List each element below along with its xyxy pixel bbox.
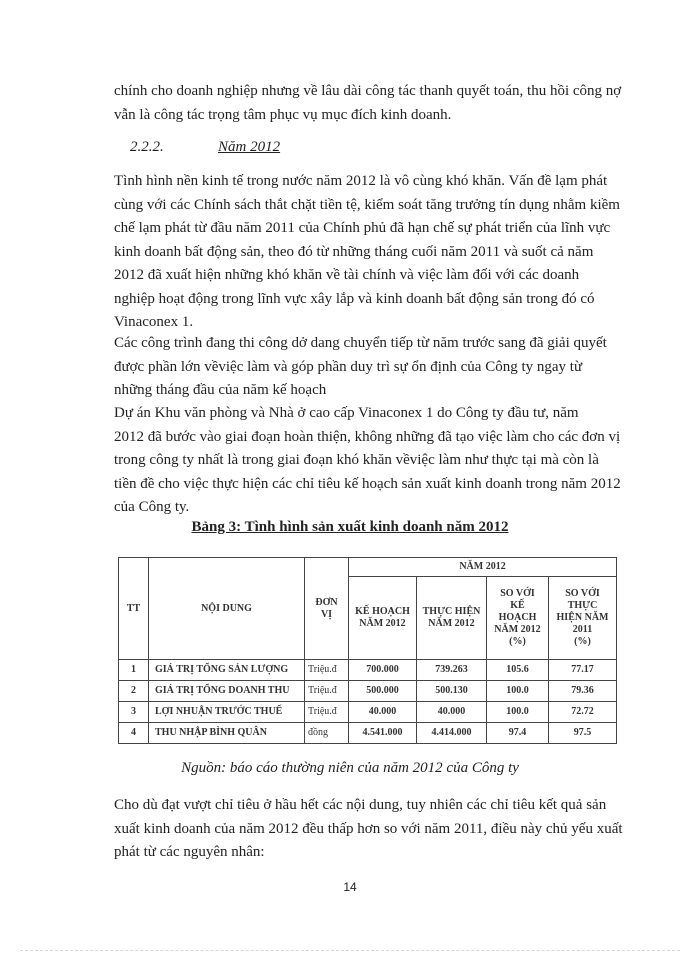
text-line: 2012 đã xuất hiện những khó khăn về tài chính và việc làm đối với các doanh	[114, 267, 580, 283]
cell-actual: 739.263	[417, 660, 487, 681]
table-source: Nguồn: báo cáo thường niên của năm 2012 của Công ty	[181, 760, 519, 776]
text-line: Dự án Khu văn phòng và Nhà ở cao cấp Vinaconex 1 do Công ty đầu tư, năm	[114, 405, 579, 421]
header-line: (%)	[574, 636, 591, 647]
cell-vs-plan: 100.0	[487, 681, 549, 702]
table-row	[119, 702, 617, 723]
cell-actual: 40.000	[417, 702, 487, 723]
header-line: NĂM 2012	[494, 624, 541, 635]
cell-unit: Triệu.đ	[305, 702, 349, 723]
cell-content: GIÁ TRỊ TỔNG SẢN LƯỢNG	[149, 660, 305, 681]
cell-actual: 4.414.000	[417, 723, 487, 744]
text-line: 2012 đã bước vào giai đoạn hoàn thiện, không những đã tạo việc làm cho các đơn vị	[114, 428, 621, 445]
header-actual	[417, 577, 487, 660]
header-unit	[305, 558, 349, 660]
text-line: những tháng đầu của năm kế hoạch	[114, 382, 327, 398]
header-line: SO VỚI	[565, 588, 600, 599]
cell-vs-plan: 105.6	[487, 660, 549, 681]
text-line: Vinaconex 1.	[114, 314, 194, 330]
section-title: Năm 2012	[218, 139, 281, 155]
header-unit-line: VỊ	[320, 608, 333, 620]
text-line: trong công ty nhất là trong giai đoạn khó khăn vềviệc làm như thực tại mà còn là	[114, 452, 599, 468]
cell-tt: 4	[119, 723, 149, 744]
header-line: THỰC HIỆN	[422, 606, 481, 617]
table-row	[119, 660, 617, 681]
header-plan	[349, 577, 417, 660]
header-line: (%)	[509, 636, 526, 647]
paragraph-1	[114, 170, 626, 335]
text-line: của Công ty.	[114, 499, 190, 515]
table-caption: Bảng 3: Tình hình sản xuất kinh doanh năm 2012	[191, 519, 509, 535]
cell-vs-plan: 97.4	[487, 723, 549, 744]
text-line: Cho dù đạt vượt chỉ tiêu ở hầu hết các nội dung, tuy nhiên các chỉ tiêu kết quả sản	[114, 797, 607, 813]
cell-content: GIÁ TRỊ TỔNG DOANH THU	[149, 681, 305, 702]
cell-unit: đồng	[305, 723, 349, 744]
cell-vs-2011: 72.72	[549, 702, 617, 723]
cell-plan: 500.000	[349, 681, 417, 702]
text-line: chế lạm phát từ đầu năm 2011 của Chính phủ đã hạn chế sự phát triển của lĩnh vực	[114, 220, 611, 236]
page-bottom-rule	[20, 950, 680, 951]
cell-unit: Triệu.đ	[305, 660, 349, 681]
cell-vs-2011: 97.5	[549, 723, 617, 744]
cell-unit: Triệu.đ	[305, 681, 349, 702]
header-content: NỘI DUNG	[149, 558, 305, 660]
cell-tt: 1	[119, 660, 149, 681]
header-line: SO VỚI	[500, 588, 535, 599]
text-line: chính cho doanh nghiệp nhưng về lâu dài công tác thanh quyết toán, thu hồi công nợ	[114, 83, 622, 99]
text-line: cùng với các Chính sách thắt chặt tiền tệ, kiểm soát tăng trưởng tín dụng nhằm kiềm	[114, 196, 620, 213]
text-line: Tình hình nền kinh tế trong nước năm 2012 là vô cùng khó khăn. Vấn đề lạm phát	[114, 173, 608, 189]
cell-tt: 2	[119, 681, 149, 702]
header-line: KẾ HOẠCH	[355, 606, 410, 617]
paragraph-4	[114, 794, 626, 865]
text-line: phát từ các nguyên nhân:	[114, 844, 265, 860]
paragraph-3	[114, 402, 626, 520]
section-heading	[130, 139, 280, 156]
paragraph-2	[114, 332, 626, 403]
text-line: kinh doanh bất động sản, theo đó từ những tháng cuối năm 2011 và suốt cả năm	[114, 243, 594, 260]
table-header-row	[119, 558, 617, 577]
cell-plan: 4.541.000	[349, 723, 417, 744]
cell-vs-plan: 100.0	[487, 702, 549, 723]
paragraph-intro	[114, 80, 626, 127]
header-line: 2011	[572, 624, 593, 635]
cell-vs-2011: 79.36	[549, 681, 617, 702]
text-line: tiền đề cho việc thực hiện các chỉ tiêu kế hoạch sản xuất kinh doanh trong năm 2012	[114, 475, 621, 492]
header-vs-plan	[487, 577, 549, 660]
header-year: NĂM 2012	[349, 558, 617, 577]
page-number: 14	[343, 880, 357, 894]
cell-content: LỢI NHUẬN TRƯỚC THUẾ	[149, 702, 305, 723]
header-line: NĂM 2012	[428, 618, 475, 629]
text-line: Các công trình đang thi công dở dang chuyển tiếp từ năm trước sang đã giải quyết	[114, 335, 607, 351]
cell-plan: 700.000	[349, 660, 417, 681]
table-row	[119, 723, 617, 744]
cell-vs-2011: 77.17	[549, 660, 617, 681]
header-line: THỰC	[567, 600, 598, 611]
header-tt: TT	[119, 558, 149, 660]
text-line: nghiệp hoạt động trong lĩnh vực xây lắp và kinh doanh bất động sản trong đó có	[114, 290, 595, 307]
section-number: 2.2.2.	[130, 139, 164, 155]
cell-content: THU NHẬP BÌNH QUÂN	[149, 723, 305, 744]
table-row	[119, 681, 617, 702]
cell-plan: 40.000	[349, 702, 417, 723]
text-line: vẫn là công tác trọng tâm phục vụ mục đích kinh doanh.	[114, 106, 452, 123]
header-unit-line: ĐƠN	[315, 596, 338, 608]
header-line: HIỆN NĂM	[556, 612, 609, 623]
cell-tt: 3	[119, 702, 149, 723]
header-vs-2011	[549, 577, 617, 660]
text-line: được phần lớn vềviệc làm và góp phần duy trì sự ổn định của Công ty ngay từ	[114, 358, 583, 375]
header-line: HOẠCH	[498, 612, 537, 623]
text-line: xuất kinh doanh của năm 2012 đều thấp hơn so với năm 2011, điều này chủ yếu xuất	[114, 820, 623, 837]
header-line: KẾ	[510, 600, 525, 611]
cell-actual: 500.130	[417, 681, 487, 702]
header-line: NĂM 2012	[359, 618, 406, 629]
production-business-table	[118, 557, 617, 744]
